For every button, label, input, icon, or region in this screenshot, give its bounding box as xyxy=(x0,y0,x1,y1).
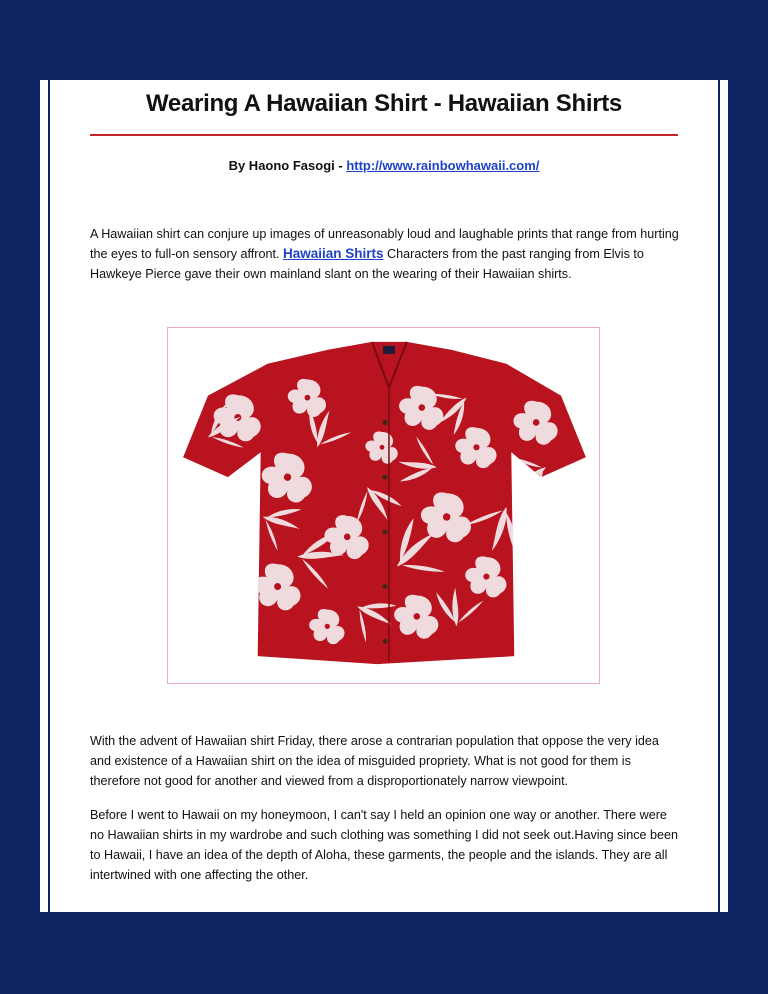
byline xyxy=(90,158,678,173)
intro-text-start: A Hawaiian shirt can conjure up images of unreasonably loud and laughable prints that range from hurting the eyes to full-on sensory affront. xyxy=(90,227,679,261)
right-margin-bar xyxy=(728,0,768,994)
hawaiian-shirt-photo xyxy=(167,327,600,684)
bottom-banner xyxy=(0,912,768,994)
right-page-rule xyxy=(718,0,720,994)
left-page-rule xyxy=(48,0,50,994)
author-label: By Haono Fasogi - xyxy=(228,158,347,173)
body-paragraph-3: Before I went to Hawaii on my honeymoon, I can't say I held an opinion one way or another. There were no Hawaiian shirts in my wardrobe and such clothing was something I did not seek out.Having since been to Hawaii, I have an idea of the depth of Aloha, these garments, the people and the islands. They are all intertwined with one affecting the other. xyxy=(90,808,679,882)
author-url-link[interactable]: http://www.rainbowhawaii.com/ xyxy=(346,158,540,173)
left-margin-bar xyxy=(0,0,40,994)
intro-text-end: Characters from the past ranging from Elvis to Hawkeye Pierce gave their own mainland slant on the wearing of their Hawaiian shirts. xyxy=(90,247,644,281)
page-title: Wearing A Hawaiian Shirt - Hawaiian Shirts xyxy=(146,90,622,117)
hawaiian-shirts-link[interactable]: Hawaiian Shirts xyxy=(282,246,384,261)
top-banner xyxy=(0,0,768,80)
shirt-illustration xyxy=(168,328,599,683)
body-paragraph-2: With the advent of Hawaiian shirt Friday, there arose a contrarian population that oppose the very idea and existence of a Hawaiian shirt on the idea of misguided propriety. What is not good for them is therefore not good for another and viewed from a disproportionately narrow viewpoint. xyxy=(90,734,659,788)
title-divider xyxy=(90,134,678,136)
intro-paragraph xyxy=(90,224,682,284)
